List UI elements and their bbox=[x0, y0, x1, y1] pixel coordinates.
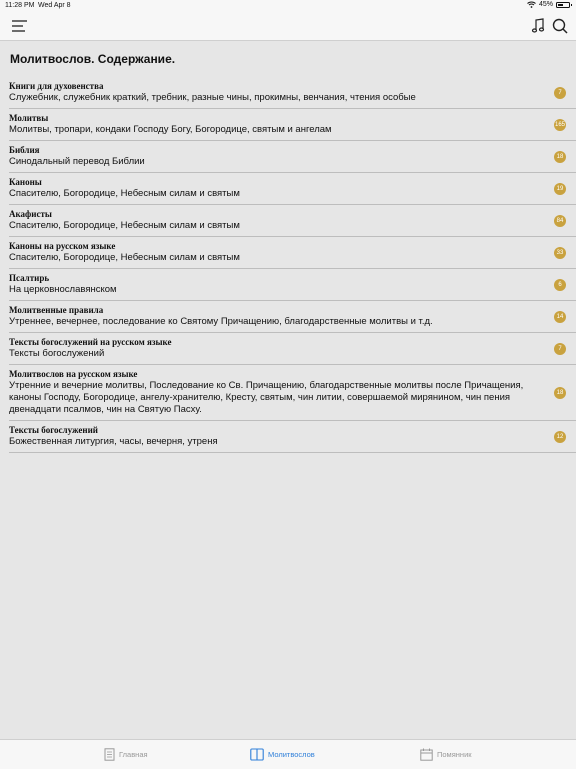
book-icon bbox=[250, 748, 264, 761]
tab-bar bbox=[0, 739, 576, 769]
calendar-icon bbox=[420, 748, 433, 761]
item-description: На церковнославянском bbox=[9, 284, 117, 295]
menu-button[interactable] bbox=[10, 16, 30, 36]
count-badge: 19 bbox=[554, 183, 566, 195]
audio-button[interactable] bbox=[528, 16, 548, 36]
count-badge: 6 bbox=[554, 279, 566, 291]
contents-list bbox=[9, 77, 576, 453]
battery-fill bbox=[558, 4, 563, 6]
count-badge: 7 bbox=[554, 343, 566, 355]
item-description: Молитвы, тропари, кондаки Господу Богу, Богородице, святым и ангелам bbox=[9, 124, 332, 135]
list-item[interactable] bbox=[9, 365, 576, 421]
item-title: Каноны bbox=[9, 177, 42, 187]
tab-memorial-label: Помянник bbox=[437, 749, 472, 759]
item-title: Молитвы bbox=[9, 113, 49, 123]
count-badge: 165 bbox=[554, 119, 566, 131]
status-indicators bbox=[527, 1, 570, 8]
tab-prayer-book[interactable] bbox=[250, 747, 315, 761]
menu-icon bbox=[10, 16, 30, 36]
battery-icon bbox=[556, 2, 570, 8]
item-description: Спасителю, Богородице, Небесным силам и святым bbox=[9, 220, 240, 231]
tab-home-label: Главная bbox=[119, 749, 148, 759]
item-description: Божественная литургия, часы, вечерня, утреня bbox=[9, 436, 218, 447]
count-badge: 18 bbox=[554, 151, 566, 163]
item-title: Каноны на русском языке bbox=[9, 241, 116, 251]
list-item[interactable] bbox=[9, 269, 576, 301]
count-badge: 7 bbox=[554, 87, 566, 99]
item-description: Спасителю, Богородице, Небесным силам и святым bbox=[9, 252, 240, 263]
item-description: Спасителю, Богородице, Небесным силам и святым bbox=[9, 188, 240, 199]
document-icon bbox=[104, 748, 115, 761]
page-title: Молитвослов. Содержание. bbox=[10, 52, 176, 66]
list-item[interactable] bbox=[9, 237, 576, 269]
wifi-icon bbox=[527, 1, 536, 8]
item-description: Синодальный перевод Библии bbox=[9, 156, 145, 167]
tab-home[interactable] bbox=[104, 747, 148, 761]
list-item[interactable] bbox=[9, 77, 576, 109]
list-item[interactable] bbox=[9, 333, 576, 365]
item-title: Акафисты bbox=[9, 209, 52, 219]
battery-percent: 45% bbox=[538, 1, 553, 8]
item-description: Утренние и вечерние молитвы, Последование ко Св. Причащению, благодарственные молитвы после Причащения, каноны Господу, Богородице, ангелу-хранителю, Кресту, святым, чин литии, совершаемой мирянином, чин пения двенадцати псалмов, чин на Святую Пасху. bbox=[9, 380, 524, 415]
item-description: Тексты богослужений bbox=[9, 348, 105, 359]
status-date: Wed Apr 8 bbox=[38, 2, 71, 9]
item-description: Служебник, служебник краткий, требник, разные чины, прокимны, венчания, чтения особые bbox=[9, 92, 416, 103]
list-item[interactable] bbox=[9, 141, 576, 173]
search-icon bbox=[550, 16, 570, 36]
item-title: Тексты богослужений на русском языке bbox=[9, 337, 172, 347]
count-badge: 12 bbox=[554, 431, 566, 443]
list-item[interactable] bbox=[9, 173, 576, 205]
item-description: Утреннее, вечернее, последование ко Святому Причащению, благодарственные молитвы и т.д. bbox=[9, 316, 433, 327]
item-title: Молитвенные правила bbox=[9, 305, 104, 315]
list-item[interactable] bbox=[9, 205, 576, 237]
item-title: Молитвослов на русском языке bbox=[9, 369, 138, 379]
count-badge: 33 bbox=[554, 247, 566, 259]
tab-prayer-book-label: Молитвослов bbox=[268, 749, 315, 759]
list-item[interactable] bbox=[9, 301, 576, 333]
status-bar bbox=[0, 0, 576, 12]
nav-bar bbox=[0, 12, 576, 41]
count-badge: 18 bbox=[554, 387, 566, 399]
music-note-icon bbox=[528, 16, 548, 36]
count-badge: 14 bbox=[554, 311, 566, 323]
status-time: 11:28 PM bbox=[5, 2, 35, 9]
item-title: Псалтирь bbox=[9, 273, 50, 283]
item-title: Тексты богослужений bbox=[9, 425, 98, 435]
item-title: Книги для духовенства bbox=[9, 81, 104, 91]
list-item[interactable] bbox=[9, 109, 576, 141]
item-title: Библия bbox=[9, 145, 40, 155]
search-button[interactable] bbox=[550, 16, 570, 36]
tab-memorial[interactable] bbox=[420, 747, 472, 761]
list-item[interactable] bbox=[9, 421, 576, 453]
count-badge: 84 bbox=[554, 215, 566, 227]
